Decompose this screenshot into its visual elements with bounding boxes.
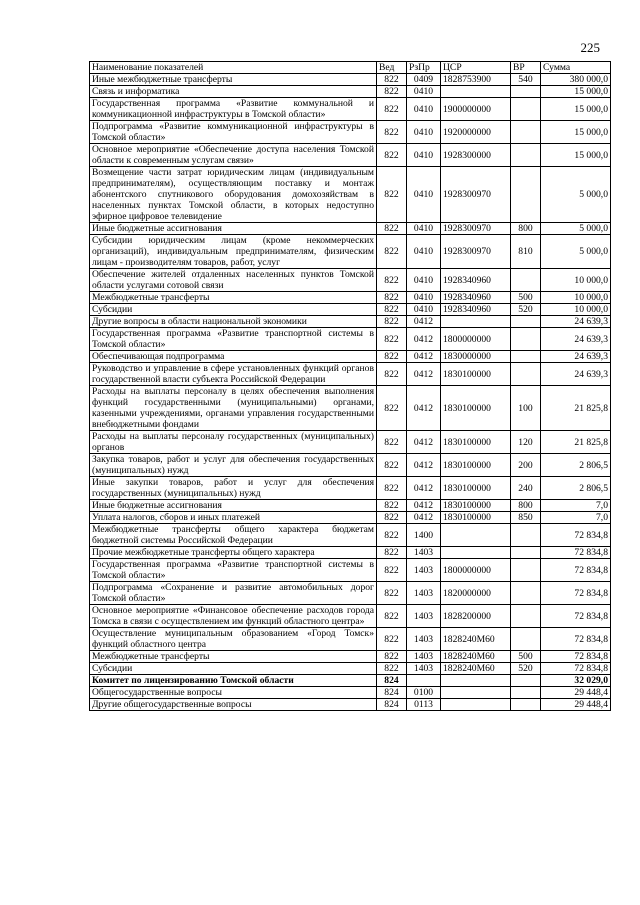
cell-vr: 100 (511, 386, 541, 431)
cell-rzpr: 1403 (407, 582, 441, 605)
cell-ved: 822 (377, 86, 407, 98)
cell-name: Другие общегосударственные вопросы (90, 699, 377, 711)
cell-csr: 1900000000 (441, 98, 511, 121)
cell-rzpr: 0410 (407, 292, 441, 304)
cell-vr (511, 121, 541, 144)
cell-sum: 2 806,5 (541, 454, 611, 477)
cell-csr: 1830100000 (441, 477, 511, 500)
cell-sum: 72 834,8 (541, 582, 611, 605)
cell-sum: 21 825,8 (541, 431, 611, 454)
cell-vr: 200 (511, 454, 541, 477)
cell-csr: 1830100000 (441, 386, 511, 431)
cell-sum: 72 834,8 (541, 605, 611, 628)
cell-sum: 15 000,0 (541, 86, 611, 98)
cell-vr (511, 269, 541, 292)
cell-rzpr: 0113 (407, 699, 441, 711)
cell-vr (511, 628, 541, 651)
cell-csr: 1828240М60 (441, 663, 511, 675)
cell-sum: 29 448,4 (541, 687, 611, 699)
table-row (90, 328, 611, 351)
table-row (90, 512, 611, 524)
table-row (90, 675, 611, 687)
cell-rzpr: 0410 (407, 304, 441, 316)
header-name: Наименование показателей (90, 62, 377, 74)
cell-name: Другие вопросы в области национальной экономики (90, 316, 377, 328)
cell-name: Субсидии (90, 663, 377, 675)
cell-rzpr: 0412 (407, 477, 441, 500)
cell-sum: 10 000,0 (541, 269, 611, 292)
table-header-row (90, 62, 611, 74)
cell-name: Закупка товаров, работ и услуг для обеспечения государственных (муниципальных) нужд (90, 454, 377, 477)
cell-rzpr: 1403 (407, 559, 441, 582)
cell-ved: 824 (377, 675, 407, 687)
cell-sum: 15 000,0 (541, 98, 611, 121)
cell-sum: 15 000,0 (541, 121, 611, 144)
cell-vr (511, 328, 541, 351)
cell-name: Субсидии юридическим лицам (кроме некоммерческих организаций), индивидуальным предпринимателям, физическим лицам - производителям товаров, работ, услуг (90, 235, 377, 269)
table-row (90, 559, 611, 582)
table-row (90, 74, 611, 86)
cell-vr: 120 (511, 431, 541, 454)
table-row (90, 582, 611, 605)
cell-csr (441, 699, 511, 711)
cell-ved: 822 (377, 454, 407, 477)
cell-sum: 29 448,4 (541, 699, 611, 711)
cell-vr (511, 167, 541, 223)
cell-csr (441, 687, 511, 699)
cell-csr: 1830100000 (441, 363, 511, 386)
cell-ved: 822 (377, 363, 407, 386)
cell-sum: 10 000,0 (541, 304, 611, 316)
cell-ved: 822 (377, 292, 407, 304)
cell-rzpr: 1403 (407, 663, 441, 675)
cell-vr (511, 699, 541, 711)
cell-rzpr: 0412 (407, 512, 441, 524)
table-row (90, 223, 611, 235)
cell-rzpr: 1403 (407, 547, 441, 559)
cell-ved: 822 (377, 651, 407, 663)
cell-ved: 822 (377, 500, 407, 512)
table-row (90, 144, 611, 167)
cell-csr: 1800000000 (441, 559, 511, 582)
cell-name: Комитет по лицензированию Томской области (90, 675, 377, 687)
cell-name: Связь и информатика (90, 86, 377, 98)
cell-vr: 520 (511, 304, 541, 316)
cell-rzpr: 0409 (407, 74, 441, 86)
cell-ved: 822 (377, 524, 407, 547)
cell-vr (511, 605, 541, 628)
cell-rzpr: 0410 (407, 269, 441, 292)
cell-ved: 822 (377, 269, 407, 292)
table-row (90, 121, 611, 144)
cell-csr: 1928300970 (441, 223, 511, 235)
cell-rzpr: 0412 (407, 328, 441, 351)
cell-name: Государственная программа «Развитие коммунальной и коммуникационной инфраструктуры в Томской области» (90, 98, 377, 121)
cell-rzpr: 0410 (407, 121, 441, 144)
cell-rzpr: 1400 (407, 524, 441, 547)
table-row (90, 86, 611, 98)
cell-ved: 822 (377, 223, 407, 235)
cell-rzpr: 1403 (407, 605, 441, 628)
cell-ved: 822 (377, 477, 407, 500)
cell-vr: 800 (511, 223, 541, 235)
cell-name: Государственная программа «Развитие транспортной системы в Томской области» (90, 559, 377, 582)
cell-csr: 1920000000 (441, 121, 511, 144)
cell-ved: 822 (377, 431, 407, 454)
cell-ved: 822 (377, 74, 407, 86)
cell-name: Иные межбюджетные трансферты (90, 74, 377, 86)
cell-csr (441, 316, 511, 328)
cell-sum: 24 639,3 (541, 351, 611, 363)
cell-ved: 822 (377, 628, 407, 651)
cell-name: Возмещение части затрат юридическим лицам (индивидуальным предпринимателям), осуществляющим поставку и монтаж абонентского спутникового оборудования домохозяйствам в населенных пунктах Томской области, в которых недоступно эфирное цифровое телевидение (90, 167, 377, 223)
table-row (90, 316, 611, 328)
table-row (90, 651, 611, 663)
cell-name: Обеспечивающая подпрограмма (90, 351, 377, 363)
cell-name: Иные бюджетные ассигнования (90, 223, 377, 235)
header-rzpr: РзПр (407, 62, 441, 74)
cell-sum: 32 029,0 (541, 675, 611, 687)
cell-csr: 1928340960 (441, 269, 511, 292)
cell-vr (511, 351, 541, 363)
table-row (90, 500, 611, 512)
cell-vr (511, 363, 541, 386)
cell-name: Межбюджетные трансферты (90, 292, 377, 304)
table-row (90, 699, 611, 711)
cell-rzpr: 0410 (407, 98, 441, 121)
cell-rzpr: 0410 (407, 235, 441, 269)
table-row (90, 605, 611, 628)
cell-ved: 822 (377, 605, 407, 628)
cell-rzpr: 0412 (407, 316, 441, 328)
table-row (90, 628, 611, 651)
cell-ved: 822 (377, 235, 407, 269)
cell-name: Расходы на выплаты персоналу государственных (муниципальных) органов (90, 431, 377, 454)
cell-csr: 1830100000 (441, 500, 511, 512)
table-row (90, 524, 611, 547)
cell-rzpr: 0100 (407, 687, 441, 699)
table-row (90, 454, 611, 477)
table-row (90, 304, 611, 316)
cell-csr: 1830000000 (441, 351, 511, 363)
cell-rzpr: 0410 (407, 86, 441, 98)
budget-table (89, 61, 611, 711)
table-row (90, 386, 611, 431)
cell-rzpr: 0412 (407, 500, 441, 512)
cell-rzpr (407, 675, 441, 687)
cell-csr: 1928340960 (441, 304, 511, 316)
cell-sum: 5 000,0 (541, 223, 611, 235)
cell-rzpr: 1403 (407, 628, 441, 651)
table-row (90, 547, 611, 559)
table-row (90, 687, 611, 699)
cell-vr (511, 547, 541, 559)
header-ved: Вед (377, 62, 407, 74)
cell-vr (511, 559, 541, 582)
table-row (90, 235, 611, 269)
cell-vr (511, 86, 541, 98)
cell-vr (511, 582, 541, 605)
cell-sum: 15 000,0 (541, 144, 611, 167)
cell-name: Межбюджетные трансферты (90, 651, 377, 663)
cell-name: Основное мероприятие «Финансовое обеспечение расходов города Томска в связи с осуществлением им функций областного центра» (90, 605, 377, 628)
page-number: 225 (580, 40, 600, 55)
cell-name: Подпрограмма «Сохранение и развитие автомобильных дорог Томской области» (90, 582, 377, 605)
cell-vr: 240 (511, 477, 541, 500)
cell-vr: 500 (511, 651, 541, 663)
cell-csr (441, 675, 511, 687)
cell-csr: 1828240М60 (441, 628, 511, 651)
cell-ved: 822 (377, 144, 407, 167)
cell-rzpr: 0410 (407, 144, 441, 167)
cell-name: Уплата налогов, сборов и иных платежей (90, 512, 377, 524)
cell-ved: 822 (377, 351, 407, 363)
cell-ved: 822 (377, 512, 407, 524)
cell-name: Общегосударственные вопросы (90, 687, 377, 699)
cell-name: Руководство и управление в сфере установленных функций органов государственной власти субъекта Российской Федерации (90, 363, 377, 386)
table-row (90, 167, 611, 223)
cell-ved: 822 (377, 386, 407, 431)
cell-csr: 1830100000 (441, 454, 511, 477)
cell-csr: 1820000000 (441, 582, 511, 605)
cell-ved: 822 (377, 547, 407, 559)
cell-ved: 822 (377, 98, 407, 121)
cell-name: Осуществление муниципальным образованием «Город Томск» функций областного центра (90, 628, 377, 651)
cell-name: Субсидии (90, 304, 377, 316)
table-body (90, 74, 611, 711)
table-row (90, 431, 611, 454)
cell-csr (441, 524, 511, 547)
cell-csr: 1928340960 (441, 292, 511, 304)
cell-csr: 1800000000 (441, 328, 511, 351)
cell-csr (441, 86, 511, 98)
cell-csr: 1928300970 (441, 235, 511, 269)
cell-name: Прочие межбюджетные трансферты общего характера (90, 547, 377, 559)
cell-sum: 72 834,8 (541, 628, 611, 651)
cell-ved: 822 (377, 582, 407, 605)
cell-rzpr: 0412 (407, 454, 441, 477)
cell-ved: 824 (377, 687, 407, 699)
cell-ved: 822 (377, 328, 407, 351)
cell-csr: 1928300000 (441, 144, 511, 167)
cell-vr: 800 (511, 500, 541, 512)
cell-rzpr: 0410 (407, 223, 441, 235)
cell-ved: 822 (377, 304, 407, 316)
cell-csr: 1830100000 (441, 431, 511, 454)
cell-ved: 822 (377, 316, 407, 328)
table-row (90, 477, 611, 500)
cell-sum: 380 000,0 (541, 74, 611, 86)
cell-vr: 850 (511, 512, 541, 524)
cell-csr: 1828200000 (441, 605, 511, 628)
cell-rzpr: 0412 (407, 431, 441, 454)
cell-vr: 500 (511, 292, 541, 304)
cell-sum: 5 000,0 (541, 167, 611, 223)
table-row (90, 292, 611, 304)
cell-ved: 822 (377, 121, 407, 144)
cell-sum: 24 639,3 (541, 328, 611, 351)
cell-ved: 822 (377, 663, 407, 675)
cell-name: Обеспечение жителей отдаленных населенных пунктов Томской области услугами сотовой связи (90, 269, 377, 292)
cell-name: Иные бюджетные ассигнования (90, 500, 377, 512)
cell-sum: 7,0 (541, 500, 611, 512)
cell-sum: 72 834,8 (541, 547, 611, 559)
cell-sum: 2 806,5 (541, 477, 611, 500)
cell-sum: 72 834,8 (541, 663, 611, 675)
table-row (90, 98, 611, 121)
cell-vr: 810 (511, 235, 541, 269)
cell-ved: 822 (377, 559, 407, 582)
cell-rzpr: 0412 (407, 363, 441, 386)
cell-vr (511, 675, 541, 687)
cell-sum: 5 000,0 (541, 235, 611, 269)
cell-ved: 822 (377, 167, 407, 223)
cell-vr: 520 (511, 663, 541, 675)
cell-rzpr: 0410 (407, 167, 441, 223)
header-csr: ЦСР (441, 62, 511, 74)
table-row (90, 363, 611, 386)
cell-rzpr: 1403 (407, 651, 441, 663)
cell-sum: 24 639,3 (541, 316, 611, 328)
cell-vr (511, 687, 541, 699)
cell-name: Иные закупки товаров, работ и услуг для обеспечения государственных (муниципальных) нужд (90, 477, 377, 500)
cell-name: Подпрограмма «Развитие коммуникационной инфраструктуры в Томской области» (90, 121, 377, 144)
table-row (90, 269, 611, 292)
cell-sum: 21 825,8 (541, 386, 611, 431)
cell-rzpr: 0412 (407, 386, 441, 431)
cell-name: Государственная программа «Развитие транспортной системы в Томской области» (90, 328, 377, 351)
cell-ved: 824 (377, 699, 407, 711)
cell-sum: 24 639,3 (541, 363, 611, 386)
cell-name: Межбюджетные трансферты общего характера бюджетам бюджетной системы Российской Федерации (90, 524, 377, 547)
cell-csr: 1928300970 (441, 167, 511, 223)
cell-name: Основное мероприятие «Обеспечение доступа населения Томской области к современным услугам связи» (90, 144, 377, 167)
cell-csr (441, 547, 511, 559)
cell-sum: 10 000,0 (541, 292, 611, 304)
cell-csr: 1828240М60 (441, 651, 511, 663)
cell-vr (511, 98, 541, 121)
cell-sum: 72 834,8 (541, 524, 611, 547)
cell-vr: 540 (511, 74, 541, 86)
cell-csr: 1828753900 (441, 74, 511, 86)
cell-sum: 72 834,8 (541, 559, 611, 582)
cell-name: Расходы на выплаты персоналу в целях обеспечения выполнения функций государственными (муниципальными) органами, казенными учреждениями, органами управления государственными внебюджетными фондами (90, 386, 377, 431)
table-row (90, 351, 611, 363)
cell-csr: 1830100000 (441, 512, 511, 524)
table-row (90, 663, 611, 675)
cell-vr (511, 524, 541, 547)
cell-sum: 7,0 (541, 512, 611, 524)
cell-sum: 72 834,8 (541, 651, 611, 663)
header-vr: ВР (511, 62, 541, 74)
cell-rzpr: 0412 (407, 351, 441, 363)
cell-vr (511, 316, 541, 328)
header-sum: Сумма (541, 62, 611, 74)
cell-vr (511, 144, 541, 167)
